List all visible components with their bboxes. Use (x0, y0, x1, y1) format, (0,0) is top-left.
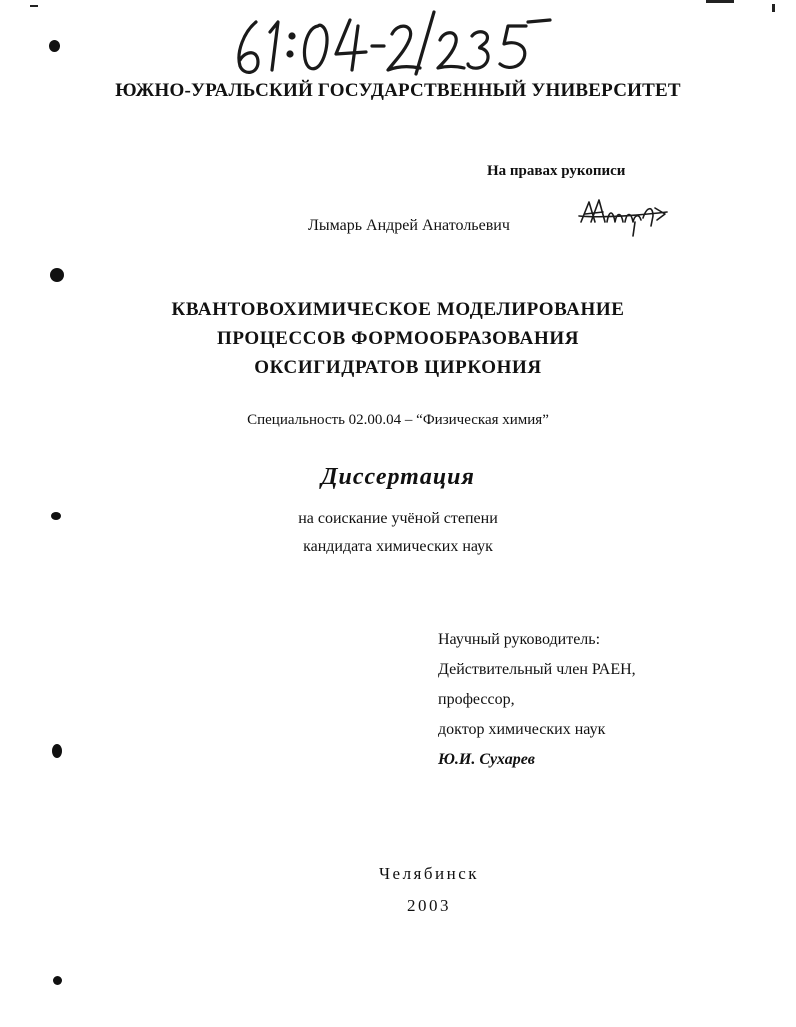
specialty-line: Специальность 02.00.04 – “Физическая химия” (247, 412, 549, 428)
year: 2003 (407, 896, 451, 915)
degree-line-2: кандидата химических наук (303, 538, 493, 555)
scan-mark-top-left (30, 5, 38, 7)
manuscript-rights-label: На правах рукописи (487, 163, 626, 179)
binding-hole-2 (50, 268, 64, 282)
degree-line-1: на соискание учёной степени (298, 510, 498, 527)
scan-mark-top-right-2 (772, 4, 775, 12)
supervisor-info (438, 625, 636, 775)
university-name: ЮЖНО-УРАЛЬСКИЙ ГОСУДАРСТВЕННЫЙ УНИВЕРСИТЕТ (115, 80, 681, 101)
scan-mark-top-right (706, 0, 734, 3)
supervisor-name: Ю.И. Сухарев (438, 751, 535, 768)
title-line-1: КВАНТОВОХИМИЧЕСКОЕ МОДЕЛИРОВАНИЕ (171, 299, 625, 320)
binding-hole-5 (53, 976, 62, 985)
city: Челябинск (378, 864, 480, 883)
title-line-2: ПРОЦЕССОВ ФОРМООБРАЗОВАНИЯ (216, 328, 580, 349)
supervisor-line-1: Научный руководитель: (438, 631, 601, 648)
supervisor-line-4: доктор химических наук (438, 721, 606, 738)
document-type-heading: Диссертация (321, 464, 475, 490)
binding-hole-4 (52, 744, 62, 758)
dissertation-title (0, 295, 796, 382)
author-signature (573, 192, 673, 242)
supervisor-line-3: профессор, (438, 691, 515, 708)
binding-hole-1 (49, 40, 60, 52)
author-name: Лымарь Андрей Анатольевич (308, 217, 510, 234)
archive-number-handwriting (228, 4, 568, 84)
degree-description (0, 505, 796, 561)
supervisor-line-2: Действительный член РАЕН, (438, 661, 636, 678)
title-line-3: ОКСИГИДРАТОВ ЦИРКОНИЯ (254, 357, 542, 378)
